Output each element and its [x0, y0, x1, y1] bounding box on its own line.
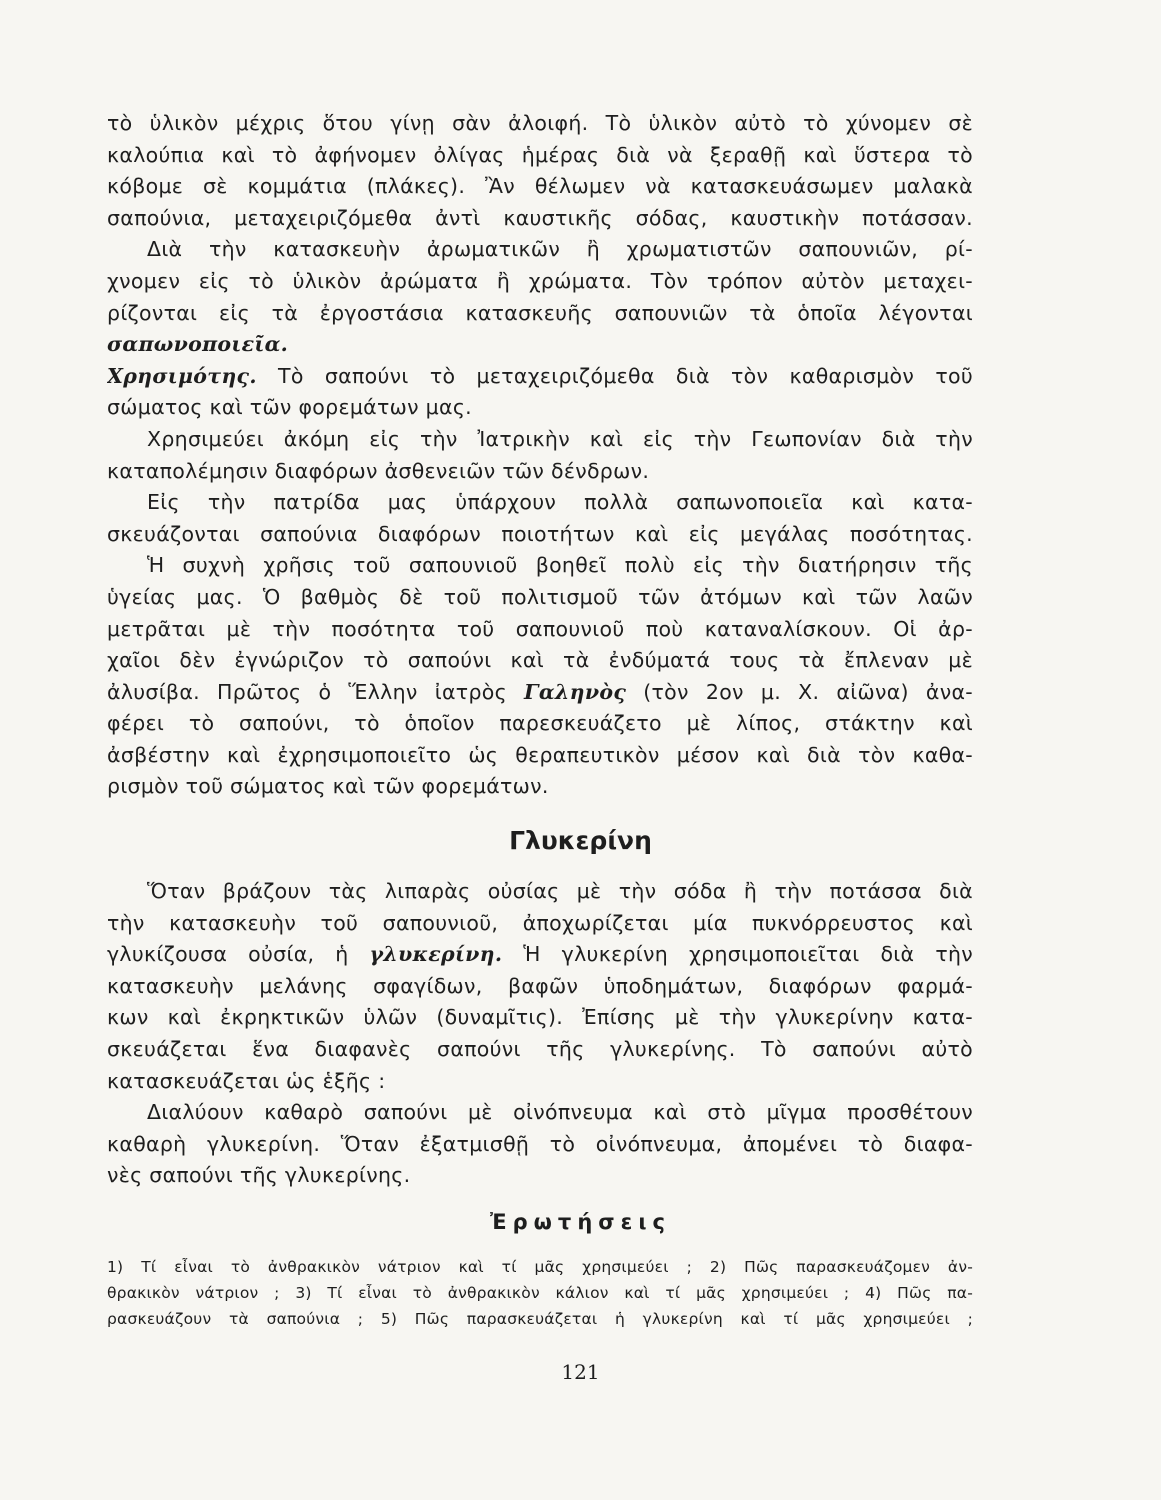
text-line: τὸ ὑλικὸν μέχρις ὅτου γίνῃ σὰν ἀλοιφή. Τὸ ὑλικὸν αὐτὸ τὸ χύνομεν σὲ: [107, 111, 973, 135]
usage-label: Χρησιμότης.: [107, 363, 257, 388]
text-line: σαπούνια, μεταχειριζόμεθα ἀντὶ καυστικῆς σόδας, καυστικὴν ποτάσσαν.: [107, 205, 973, 230]
text-line: νὲς σαπούνι τῆς γλυκερίνης.: [107, 1163, 411, 1188]
questions-heading: Ἐρωτήσεις: [490, 1210, 671, 1234]
text-line: κων καὶ ἐκρηκτικῶν ὑλῶν (δυναμῖτις). Ἐπίσης μὲ τὴν γλυκερίνην κατα-: [107, 1005, 973, 1030]
questions-list: [107, 1254, 973, 1332]
text-line: σώματος καὶ τῶν φορεμάτων μας.: [107, 395, 472, 420]
text-line: σκευάζεται ἕνα διαφανὲς σαπούνι τῆς γλυκερίνης. Τὸ σαπούνι αὐτὸ: [107, 1036, 973, 1061]
term-soap-factories: σαπωνοποιεῖα.: [107, 332, 289, 357]
text-line: σκευάζονται σαπούνια διαφόρων ποιοτήτων καὶ εἰς μεγάλας ποσότητας.: [107, 521, 973, 546]
glycerin-term-line: [107, 939, 973, 971]
question-line: 1) Τί εἶναι τὸ ἀνθρακικὸν νάτριον καὶ τί μᾶς χρησιμεύει ; 2) Πῶς παρασκευάζομεν ἀν-: [107, 1258, 973, 1276]
text-line: καλούπια καὶ τὸ ἀφήνομεν ὀλίγας ἡμέρας διὰ νὰ ξεραθῇ καὶ ὕστερα τὸ: [107, 142, 973, 167]
text-line: ρισμὸν τοῦ σώματος καὶ τῶν φορεμάτων.: [107, 774, 549, 799]
text-line: Διαλύουν καθαρὸ σαπούνι μὲ οἰνόπνευμα καὶ στὸ μῖγμα προσθέτουν: [147, 1100, 973, 1125]
glycerin-section: [107, 876, 973, 1192]
text-line: Ὅταν βράζουν τὰς λιπαρὰς οὐσίας μὲ τὴν σόδα ἢ τὴν ποτάσσα διὰ: [147, 879, 973, 903]
soap-section: [107, 108, 973, 803]
usage-text: Τὸ σαπούνι τὸ μεταχειριζόμεθα διὰ τὸν καθαρισμὸν τοῦ: [256, 363, 973, 388]
glycerin-heading: Γλυκερίνη: [509, 826, 652, 855]
text-line: χνομεν εἰς τὸ ὑλικὸν ἀρώματα ἢ χρώματα. Τὸν τρόπον αὐτὸν μεταχει-: [107, 268, 973, 293]
text-line: κατασκευὴν μελάνης σφαγίδων, βαφῶν ὑποδημάτων, διαφόρων φαρμά-: [107, 973, 973, 998]
text-line: ὑγείας μας. Ὁ βαθμὸς δὲ τοῦ πολιτισμοῦ τῶν ἀτόμων καὶ τῶν λαῶν: [107, 584, 973, 609]
page-number: 121: [561, 1360, 600, 1384]
text-line: καθαρὴ γλυκερίνη. Ὅταν ἐξατμισθῇ τὸ οἰνόπνευμα, ἀπομένει τὸ διαφα-: [107, 1131, 973, 1156]
usage-line: [107, 361, 973, 393]
question-line: θρακικὸν νάτριον ; 3) Τί εἶναι τὸ ἀνθρακικὸν κάλιον καὶ τί μᾶς χρησιμεύει ; 4) Πῶς πα-: [107, 1284, 973, 1302]
galen-after: (τὸν 2ον μ. Χ. αἰῶνα) ἀνα-: [626, 679, 973, 704]
galen-name: Γαληνὸς: [524, 679, 627, 704]
glycerin-before: γλυκίζουσα οὐσία, ἡ: [107, 942, 370, 967]
text-line: κατασκευάζεται ὡς ἑξῆς :: [107, 1068, 386, 1093]
text-line: φέρει τὸ σαπούνι, τὸ ὁποῖον παρεσκευάζετο μὲ λίπος, στάκτην καὶ: [107, 711, 973, 736]
text-line: καταπολέμησιν διαφόρων ἀσθενειῶν τῶν δένδρων.: [107, 458, 650, 483]
galen-line: [107, 677, 973, 709]
question-line: ρασκευάζουν τὰ σαπούνια ; 5) Πῶς παρασκευάζεται ἡ γλυκερίνη καὶ τί μᾶς χρησιμεύει ;: [107, 1310, 973, 1328]
galen-before: ἀλυσίβα. Πρῶτος ὁ Ἕλλην ἰατρὸς: [107, 679, 525, 704]
text-line: ρίζονται εἰς τὰ ἐργοστάσια κατασκευῆς σαπουνιῶν τὰ ὁποῖα λέγονται: [107, 300, 973, 325]
text-line: Εἰς τὴν πατρίδα μας ὑπάρχουν πολλὰ σαπωνοποιεῖα καὶ κατα-: [147, 490, 973, 515]
glycerin-after: Ἡ γλυκερίνη χρησιμοποιεῖται διὰ τὴν: [502, 942, 973, 967]
text-line: χαῖοι δὲν ἐγνώριζον τὸ σαπούνι καὶ τὰ ἐνδύματά τους τὰ ἔπλεναν μὲ: [107, 648, 973, 673]
text-line: κόβομε σὲ κομμάτια (πλάκες). Ἂν θέλωμεν νὰ κατασκευάσωμεν μαλακὰ: [107, 174, 973, 199]
text-line: ἀσβέστην καὶ ἐχρησιμοποιεῖτο ὡς θεραπευτικὸν μέσον καὶ διὰ τὸν καθα-: [107, 742, 973, 767]
text-line: Χρησιμεύει ἀκόμη εἰς τὴν Ἰατρικὴν καὶ εἰς τὴν Γεωπονίαν διὰ τὴν: [147, 426, 973, 451]
text-line: τὴν κατασκευὴν τοῦ σαπουνιοῦ, ἀποχωρίζεται μία πυκνόρρευστος καὶ: [107, 910, 973, 935]
text-line: μετρᾶται μὲ τὴν ποσότητα τοῦ σαπουνιοῦ ποὺ καταναλίσκουν. Οἱ ἀρ-: [107, 616, 973, 641]
text-line: Ἡ συχνὴ χρῆσις τοῦ σαπουνιοῦ βοηθεῖ πολὺ εἰς τὴν διατήρησιν τῆς: [147, 553, 973, 578]
glycerin-term: γλυκερίνη.: [369, 942, 503, 967]
text-line: Διὰ τὴν κατασκευὴν ἀρωματικῶν ἢ χρωματιστῶν σαπουνιῶν, ρί-: [147, 237, 973, 262]
